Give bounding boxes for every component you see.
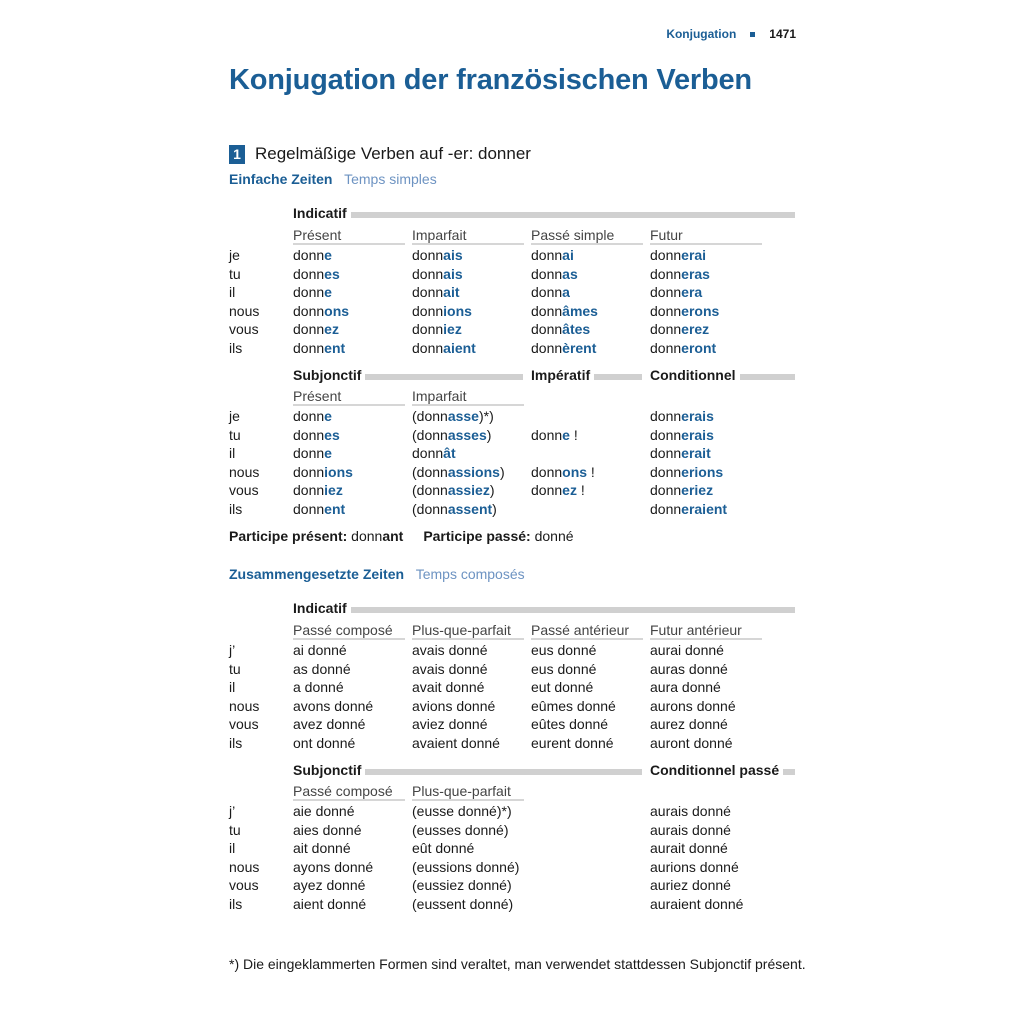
participles (229, 528, 574, 544)
compound-conditionnel-bar-label: Conditionnel passé (650, 762, 780, 778)
simple-indicatif-pronoun: ils (229, 339, 243, 356)
compound-indicatif-col-header: Passé antérieur (531, 622, 643, 640)
simple-indicatif-cell-ending: èrent (562, 339, 597, 356)
simple-subjonctif-cell-stem: (donn (412, 463, 448, 480)
simple-indicatif-pronoun: je (229, 247, 240, 263)
simple-indicatif-cell (412, 340, 476, 356)
simple-subjonctif-cell-ending: e (562, 426, 570, 443)
simple-subjonctif-cell-stem: donn (531, 463, 563, 480)
compound-indicatif-cell: avait donné (412, 679, 485, 695)
simple-indicatif-cell-stem: donn (412, 339, 444, 356)
compound-indicatif-pronoun: ils (229, 734, 243, 751)
simple-indicatif-cell-stem: donn (531, 321, 563, 337)
compound-subjonctif-cell: (eussions donné) (412, 858, 520, 875)
compound-subjonctif-bar-rule (365, 769, 642, 775)
simple-indicatif-col-header: Futur (650, 227, 762, 245)
simple-subjonctif-cell-stem: donn (650, 408, 682, 424)
simple-subjonctif-col-header: Imparfait (412, 388, 524, 406)
simple-indicatif-cell (293, 321, 339, 337)
simple-indicatif-col-header: Imparfait (412, 227, 524, 245)
simple-subjonctif-pronoun: je (229, 408, 240, 424)
compound-subjonctif-pronoun: il (229, 840, 236, 856)
simple-subjonctif-cell (650, 482, 713, 498)
compound-subjonctif-pronoun: j’ (229, 803, 236, 819)
simple-subjonctif-cell-ending: ez (562, 482, 577, 498)
compound-indicatif-cell: aviez donné (412, 716, 488, 732)
participe-present-label: Participe présent: (229, 528, 348, 544)
simple-indicatif-cell (531, 266, 578, 282)
compound-indicatif-col-header: Passé composé (293, 622, 405, 640)
simple-subjonctif-pronoun: il (229, 445, 236, 461)
simple-indicatif-cell-stem: donn (531, 302, 563, 319)
simple-indicatif-cell-ending: ez (324, 321, 339, 337)
simple-indicatif-col-header: Présent (293, 227, 405, 245)
simple-indicatif-cell (293, 266, 340, 282)
compound-indicatif-cell: eûmes donné (531, 697, 616, 714)
compound-subjonctif-col-header: Plus-que-parfait (412, 783, 524, 801)
compound-indicatif-cell: eut donné (531, 679, 594, 695)
simple-subjonctif-cell-ending: eriez (681, 482, 714, 498)
simple-indicatif-cell-ending: erez (681, 321, 710, 337)
compound-subjonctif-cell: auraient donné (650, 895, 744, 912)
simple-subjonctif-cell-ending: assiez (447, 482, 490, 498)
simple-indicatif-cell (650, 284, 702, 300)
simple-subjonctif-cell-ending: ions (324, 463, 353, 480)
simple-subjonctif-cell (412, 408, 494, 424)
simple-indicatif-pronoun: vous (229, 321, 259, 337)
simple-subjonctif-cell-stem: donn (531, 426, 563, 443)
compound-subjonctif-cell: (eussiez donné) (412, 877, 512, 893)
simple-indicatif-cell (412, 266, 463, 282)
simple-subjonctif-cell-ending: asse (447, 408, 479, 424)
simple-indicatif-cell-stem: donn (293, 339, 325, 356)
compound-subjonctif-col-header: Passé composé (293, 783, 405, 801)
compound-subjonctif-pronoun: vous (229, 877, 259, 893)
simple-indicatif-cell (293, 303, 349, 319)
participe-passe-label: Participe passé: (423, 528, 531, 544)
simple-subjonctif-cell-ending: eraient (681, 500, 728, 517)
compound-subjonctif-cell: aie donné (293, 803, 355, 819)
simple-subjonctif-cell-suffix: )*) (478, 408, 494, 424)
simple-subjonctif-cell (293, 408, 332, 424)
compound-indicatif-bar-rule (351, 607, 795, 613)
simple-subjonctif-cell-suffix: ) (489, 482, 495, 498)
simple-indicatif-cell-ending: es (324, 265, 340, 282)
simple-indicatif-cell-ending: ai (562, 247, 574, 263)
simple-subjonctif-cell (650, 427, 714, 443)
simple-subjonctif-cell-stem: donn (293, 408, 325, 424)
simple-subjonctif-cell-stem: donn (412, 445, 444, 461)
compound-indicatif-cell: avez donné (293, 716, 366, 732)
simple-subjonctif-cell-suffix: ) (499, 463, 505, 480)
simple-indicatif-cell-stem: donn (650, 284, 682, 300)
page-title: Konjugation der französischen Verben (229, 64, 752, 96)
simple-subjonctif-cell (531, 482, 585, 498)
compound-indicatif-cell: eûtes donné (531, 716, 609, 732)
compound-subjonctif-cell: aurions donné (650, 858, 739, 875)
simple-subjonctif-pronoun: tu (229, 426, 241, 443)
compound-indicatif-cell: eurent donné (531, 734, 614, 751)
compound-indicatif-cell: aurez donné (650, 716, 728, 732)
simple-subjonctif-cell-stem: (donn (412, 408, 448, 424)
simple-subjonctif-cell-suffix: ! (576, 482, 585, 498)
compound-indicatif-cell: aura donné (650, 679, 721, 695)
compound-tenses-heading-de: Zusammengesetzte Zeiten (229, 566, 405, 582)
simple-indicatif-cell (412, 303, 472, 319)
simple-subjonctif-cell-ending: asses (447, 426, 487, 443)
simple-indicatif-pronoun: tu (229, 265, 241, 282)
simple-subjonctif-cell-ending: erais (681, 408, 714, 424)
simple-conditionnel-bar-rule (740, 374, 795, 380)
simple-indicatif-cell-stem: donn (412, 265, 444, 282)
simple-indicatif-cell-ending: âmes (562, 302, 598, 319)
section-heading (229, 144, 531, 164)
simple-subjonctif-cell (293, 427, 340, 443)
simple-indicatif-pronoun: nous (229, 302, 260, 319)
compound-subjonctif-pronoun: tu (229, 821, 241, 838)
simple-subjonctif-cell (412, 482, 495, 498)
compound-subjonctif-cell: aies donné (293, 821, 362, 838)
simple-indicatif-cell (293, 340, 345, 356)
participe-present-stem: donn (351, 528, 383, 544)
simple-tenses-heading (229, 171, 437, 187)
compound-indicatif-bar (293, 599, 795, 617)
simple-indicatif-cell-ending: a (562, 284, 570, 300)
simple-indicatif-cell-stem: donn (293, 247, 325, 263)
simple-indicatif-cell (412, 321, 462, 337)
simple-subjonctif-cell-stem: (donn (412, 482, 448, 498)
simple-indicatif-cell (650, 340, 716, 356)
simple-conditionnel-bar (650, 366, 795, 384)
simple-indicatif-cell-stem: donn (650, 302, 682, 319)
participe-present (229, 528, 403, 544)
simple-indicatif-cell (531, 284, 570, 300)
compound-indicatif-cell: a donné (293, 679, 344, 695)
simple-subjonctif-cell (531, 427, 578, 443)
simple-subjonctif-cell (412, 464, 505, 480)
simple-subjonctif-pronoun: vous (229, 482, 259, 498)
compound-indicatif-bar-label: Indicatif (293, 600, 347, 616)
simple-indicatif-col-header: Passé simple (531, 227, 643, 245)
simple-imperatif-bar-rule (594, 374, 642, 380)
compound-tenses-heading-fr: Temps composés (415, 566, 525, 582)
compound-subjonctif-cell: (eusses donné) (412, 821, 509, 838)
compound-indicatif-cell: eus donné (531, 642, 597, 658)
compound-indicatif-cell: aurai donné (650, 642, 724, 658)
simple-indicatif-cell-ending: ait (443, 284, 460, 300)
simple-subjonctif-cell (531, 464, 595, 480)
simple-indicatif-cell-stem: donn (293, 284, 325, 300)
participe-passe (423, 528, 573, 544)
simple-subjonctif-cell (650, 464, 723, 480)
simple-subjonctif-cell (650, 408, 714, 424)
simple-indicatif-cell (412, 284, 460, 300)
simple-indicatif-cell-stem: donn (531, 265, 563, 282)
simple-subjonctif-cell-ending: iez (324, 482, 343, 498)
section-title: Regelmäßige Verben auf -er: donner (255, 144, 531, 163)
simple-subjonctif-pronoun: nous (229, 463, 260, 480)
compound-indicatif-cell: auront donné (650, 734, 733, 751)
compound-indicatif-cell: ont donné (293, 734, 356, 751)
simple-subjonctif-col-header: Présent (293, 388, 405, 406)
compound-indicatif-cell: eus donné (531, 660, 597, 677)
simple-subjonctif-cell (650, 501, 727, 517)
simple-indicatif-cell (531, 303, 598, 319)
compound-subjonctif-cell: aient donné (293, 895, 367, 912)
compound-indicatif-col-header: Futur antérieur (650, 622, 762, 640)
simple-indicatif-cell-stem: donn (293, 321, 325, 337)
simple-indicatif-cell-ending: eront (681, 339, 717, 356)
simple-indicatif-cell-stem: donn (412, 321, 444, 337)
simple-indicatif-cell-ending: era (681, 284, 703, 300)
square-separator-icon (750, 32, 755, 37)
simple-indicatif-bar (293, 204, 795, 222)
compound-conditionnel-bar-rule (783, 769, 795, 775)
compound-subjonctif-cell: ayons donné (293, 858, 374, 875)
simple-subjonctif-cell-ending: erait (681, 445, 711, 461)
simple-indicatif-cell (293, 284, 332, 300)
simple-subjonctif-pronoun: ils (229, 500, 243, 517)
simple-subjonctif-cell (293, 445, 332, 461)
simple-indicatif-cell-ending: erons (681, 302, 720, 319)
simple-subjonctif-cell-stem: donn (650, 445, 682, 461)
simple-indicatif-cell-stem: donn (412, 247, 444, 263)
compound-indicatif-cell: avions donné (412, 697, 496, 714)
simple-subjonctif-cell-stem: donn (650, 482, 682, 498)
compound-indicatif-cell: avons donné (293, 697, 374, 714)
participe-passe-value: donné (534, 528, 574, 544)
compound-subjonctif-cell: (eusse donné)*) (412, 803, 512, 819)
compound-subjonctif-bar-label: Subjonctif (293, 762, 362, 778)
simple-subjonctif-cell-suffix: ! (569, 426, 578, 443)
simple-subjonctif-cell-ending: assent (447, 500, 493, 517)
simple-subjonctif-cell-ending: ât (443, 445, 456, 461)
simple-indicatif-cell-ending: aient (443, 339, 476, 356)
simple-subjonctif-cell (412, 501, 497, 517)
simple-indicatif-pronoun: il (229, 284, 236, 300)
simple-indicatif-cell-ending: iez (443, 321, 462, 337)
simple-indicatif-cell (412, 247, 463, 263)
simple-indicatif-cell (531, 247, 574, 263)
simple-indicatif-bar-label: Indicatif (293, 205, 347, 221)
compound-indicatif-cell: auras donné (650, 660, 728, 677)
running-header (666, 27, 796, 41)
compound-indicatif-pronoun: vous (229, 716, 259, 732)
simple-subjonctif-bar-rule (365, 374, 523, 380)
simple-imperatif-bar-label: Impératif (531, 367, 591, 383)
participe-present-ending: ant (382, 528, 404, 544)
simple-indicatif-bar-rule (351, 212, 795, 218)
simple-indicatif-cell-stem: donn (412, 302, 444, 319)
simple-indicatif-cell-ending: ons (324, 302, 350, 319)
compound-indicatif-cell: avais donné (412, 660, 488, 677)
simple-subjonctif-cell-stem: donn (293, 426, 325, 443)
compound-subjonctif-cell: auriez donné (650, 877, 731, 893)
simple-subjonctif-cell-stem: donn (650, 500, 682, 517)
simple-subjonctif-cell-ending: assions (447, 463, 500, 480)
simple-subjonctif-bar (293, 366, 523, 384)
simple-tenses-heading-fr: Temps simples (344, 171, 437, 187)
simple-conditionnel-bar-label: Conditionnel (650, 367, 736, 383)
compound-subjonctif-bar (293, 761, 642, 779)
simple-subjonctif-cell (650, 445, 711, 461)
compound-subjonctif-pronoun: nous (229, 858, 260, 875)
simple-subjonctif-cell (412, 427, 491, 443)
simple-indicatif-cell-stem: donn (650, 339, 682, 356)
compound-indicatif-pronoun: nous (229, 697, 260, 714)
compound-indicatif-cell: avais donné (412, 642, 488, 658)
simple-indicatif-cell-stem: donn (412, 284, 444, 300)
simple-subjonctif-cell-ending: es (324, 426, 340, 443)
simple-indicatif-cell (650, 247, 706, 263)
simple-subjonctif-cell-stem: (donn (412, 426, 448, 443)
simple-indicatif-cell (293, 247, 332, 263)
simple-subjonctif-cell-ending: e (324, 445, 332, 461)
simple-indicatif-cell-stem: donn (650, 265, 682, 282)
simple-indicatif-cell (650, 303, 719, 319)
simple-indicatif-cell (650, 266, 710, 282)
simple-subjonctif-cell-suffix: ! (587, 463, 595, 480)
compound-indicatif-cell: ai donné (293, 642, 347, 658)
compound-subjonctif-cell: ayez donné (293, 877, 366, 893)
simple-subjonctif-cell-suffix: ) (486, 426, 492, 443)
simple-indicatif-cell (531, 321, 590, 337)
simple-imperatif-bar (531, 366, 642, 384)
simple-indicatif-cell-ending: ent (324, 339, 346, 356)
simple-indicatif-cell-ending: e (324, 247, 332, 263)
simple-subjonctif-cell-stem: donn (293, 482, 325, 498)
simple-subjonctif-cell-stem: donn (293, 463, 325, 480)
simple-subjonctif-cell-ending: erais (681, 426, 714, 443)
compound-indicatif-pronoun: j’ (229, 642, 236, 658)
footnote: *) Die eingeklammerten Formen sind veraltet, man verwendet stattdessen Subjonctif présent. (229, 956, 806, 972)
simple-subjonctif-cell (412, 445, 456, 461)
simple-subjonctif-cell (293, 482, 343, 498)
simple-indicatif-cell-ending: âtes (562, 321, 591, 337)
simple-subjonctif-cell (293, 464, 353, 480)
simple-subjonctif-cell-stem: donn (650, 426, 682, 443)
compound-subjonctif-cell: (eussent donné) (412, 895, 514, 912)
simple-subjonctif-cell-ending: e (324, 408, 332, 424)
compound-indicatif-pronoun: il (229, 679, 236, 695)
compound-indicatif-cell: avaient donné (412, 734, 500, 751)
simple-indicatif-cell-ending: e (324, 284, 332, 300)
simple-indicatif-cell-ending: ais (443, 247, 463, 263)
simple-indicatif-cell-stem: donn (293, 302, 325, 319)
simple-subjonctif-cell-stem: donn (293, 445, 325, 461)
compound-subjonctif-cell: ait donné (293, 840, 351, 856)
simple-indicatif-cell-stem: donn (650, 247, 682, 263)
compound-subjonctif-cell: aurais donné (650, 803, 731, 819)
compound-subjonctif-pronoun: ils (229, 895, 243, 912)
simple-subjonctif-cell-stem: donn (531, 482, 563, 498)
simple-indicatif-cell-ending: as (562, 265, 578, 282)
simple-subjonctif-cell-ending: ons (562, 463, 588, 480)
compound-tenses-heading (229, 566, 525, 582)
compound-subjonctif-cell: aurais donné (650, 821, 731, 838)
compound-indicatif-cell: as donné (293, 660, 351, 677)
simple-subjonctif-cell-ending: ent (324, 500, 346, 517)
simple-subjonctif-bar-label: Subjonctif (293, 367, 362, 383)
running-header-title: Konjugation (666, 27, 737, 41)
compound-indicatif-col-header: Plus-que-parfait (412, 622, 524, 640)
simple-subjonctif-cell-stem: (donn (412, 500, 448, 517)
page-number: 1471 (769, 27, 796, 41)
simple-indicatif-cell-stem: donn (531, 284, 563, 300)
simple-subjonctif-cell-suffix: ) (492, 500, 497, 517)
compound-subjonctif-cell: eût donné (412, 840, 475, 856)
compound-conditionnel-bar (650, 761, 795, 779)
compound-indicatif-pronoun: tu (229, 660, 241, 677)
simple-indicatif-cell-stem: donn (531, 339, 563, 356)
simple-subjonctif-cell-stem: donn (293, 500, 325, 517)
simple-subjonctif-cell-ending: erions (681, 463, 724, 480)
simple-subjonctif-cell (293, 501, 345, 517)
compound-indicatif-cell: aurons donné (650, 697, 736, 714)
simple-indicatif-cell-stem: donn (650, 321, 682, 337)
simple-indicatif-cell-stem: donn (531, 247, 563, 263)
simple-indicatif-cell (650, 321, 709, 337)
simple-indicatif-cell (531, 340, 596, 356)
simple-subjonctif-cell-stem: donn (650, 463, 682, 480)
simple-indicatif-cell-ending: eras (681, 265, 710, 282)
simple-indicatif-cell-stem: donn (293, 265, 325, 282)
compound-subjonctif-cell: aurait donné (650, 840, 728, 856)
simple-indicatif-cell-ending: ions (443, 302, 472, 319)
simple-tenses-heading-de: Einfache Zeiten (229, 171, 333, 187)
section-number-badge: 1 (229, 145, 245, 164)
simple-indicatif-cell-ending: ais (443, 265, 463, 282)
simple-indicatif-cell-ending: erai (681, 247, 707, 263)
